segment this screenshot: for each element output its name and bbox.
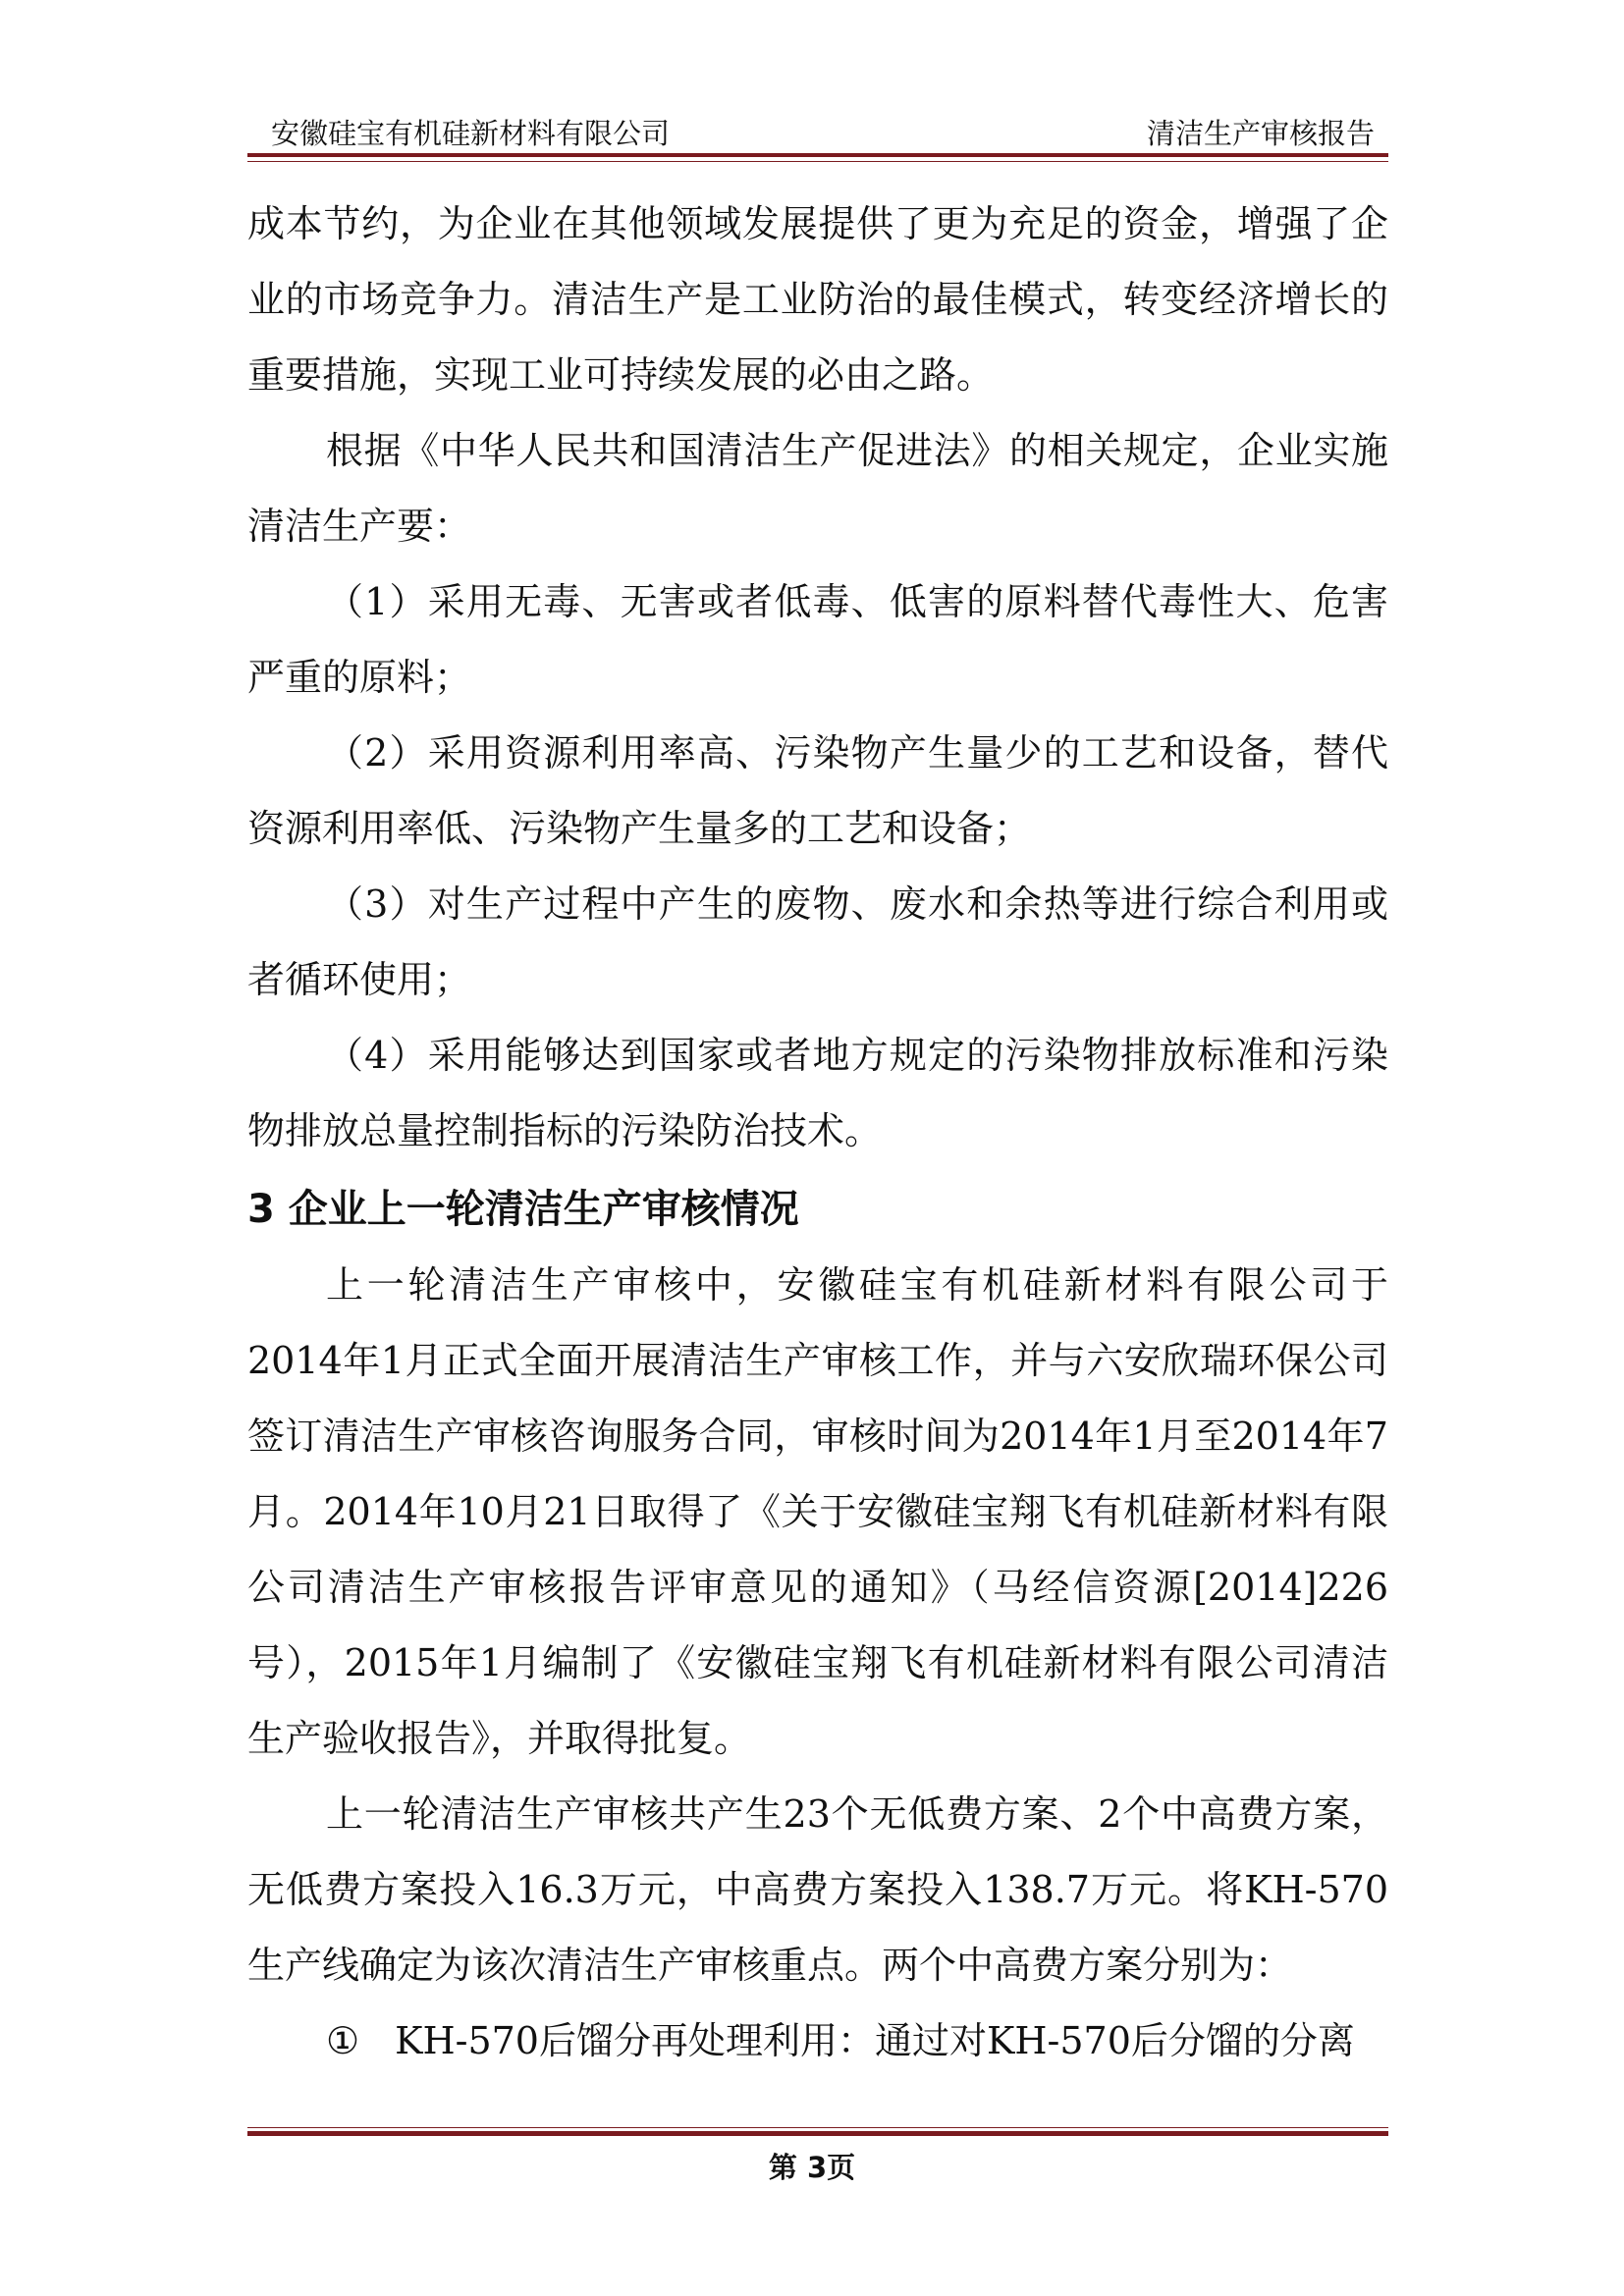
requirement-item-1: （1）采用无毒、无害或者低毒、低害的原料替代毒性大、危害严重的原料； xyxy=(247,580,1388,699)
requirement-item-4: （4）采用能够达到国家或者地方规定的污染物排放标准和污染物排放总量控制指标的污染防治技术。 xyxy=(247,1034,1388,1152)
section-heading: 3 企业上一轮清洁生产审核情况 xyxy=(247,1187,799,1232)
scheme-item-text: KH-570后馏分再处理利用：通过对KH-570后分馏的分离 xyxy=(395,2019,1355,2062)
header-rule-thick xyxy=(247,153,1388,157)
paragraph-audit-results: 上一轮清洁生产审核共产生23个无低费方案、2个中高费方案，无低费方案投入16.3万元，中高费方案投入138.7万元。将KH-570生产线确定为该次清洁生产审核重点。两个中高费方案分别为： xyxy=(247,1792,1388,1987)
paragraph-continued: 成本节约，为企业在其他领域发展提供了更为充足的资金，增强了企业的市场竞争力。清洁生产是工业防治的最佳模式，转变经济增长的重要措施，实现工业可持续发展的必由之路。 xyxy=(247,202,1388,397)
requirement-item-2: （2）采用资源利用率高、污染物产生量少的工艺和设备，替代资源利用率低、污染物产生量多的工艺和设备； xyxy=(247,731,1388,850)
header-doc-title: 清洁生产审核报告 xyxy=(1146,117,1375,150)
page-body xyxy=(247,187,1388,2079)
scheme-list-item-1 xyxy=(247,2003,1388,2079)
footer-rule-thick xyxy=(247,2131,1388,2136)
page-number: 第 3页 xyxy=(768,2151,856,2184)
paragraph-previous-audit: 上一轮清洁生产审核中，安徽硅宝有机硅新材料有限公司于2014年1月正式全面开展清洁生产审核工作，并与六安欣瑞环保公司签订清洁生产审核咨询服务合同，审核时间为2014年1月至2014年7月。2014年10月21日取得了《关于安徽硅宝翔飞有机硅新材料有限公司清洁生产审核报告评审意见的通知》（马经信资源[2014]226号），2015年1月编制了《安徽硅宝翔飞有机硅新材料有限公司清洁生产验收报告》，并取得批复。 xyxy=(247,1263,1388,1760)
header-company: 安徽硅宝有机硅新材料有限公司 xyxy=(271,117,671,150)
requirement-item-3: （3）对生产过程中产生的废物、废水和余热等进行综合利用或者循环使用； xyxy=(247,882,1388,1001)
header-rule-thin xyxy=(247,161,1388,162)
page-header xyxy=(247,110,1388,155)
paragraph-law-intro: 根据《中华人民共和国清洁生产促进法》的相关规定，企业实施清洁生产要： xyxy=(247,429,1388,548)
list-marker: ① xyxy=(326,2019,360,2062)
footer-rule-thin xyxy=(247,2127,1388,2128)
